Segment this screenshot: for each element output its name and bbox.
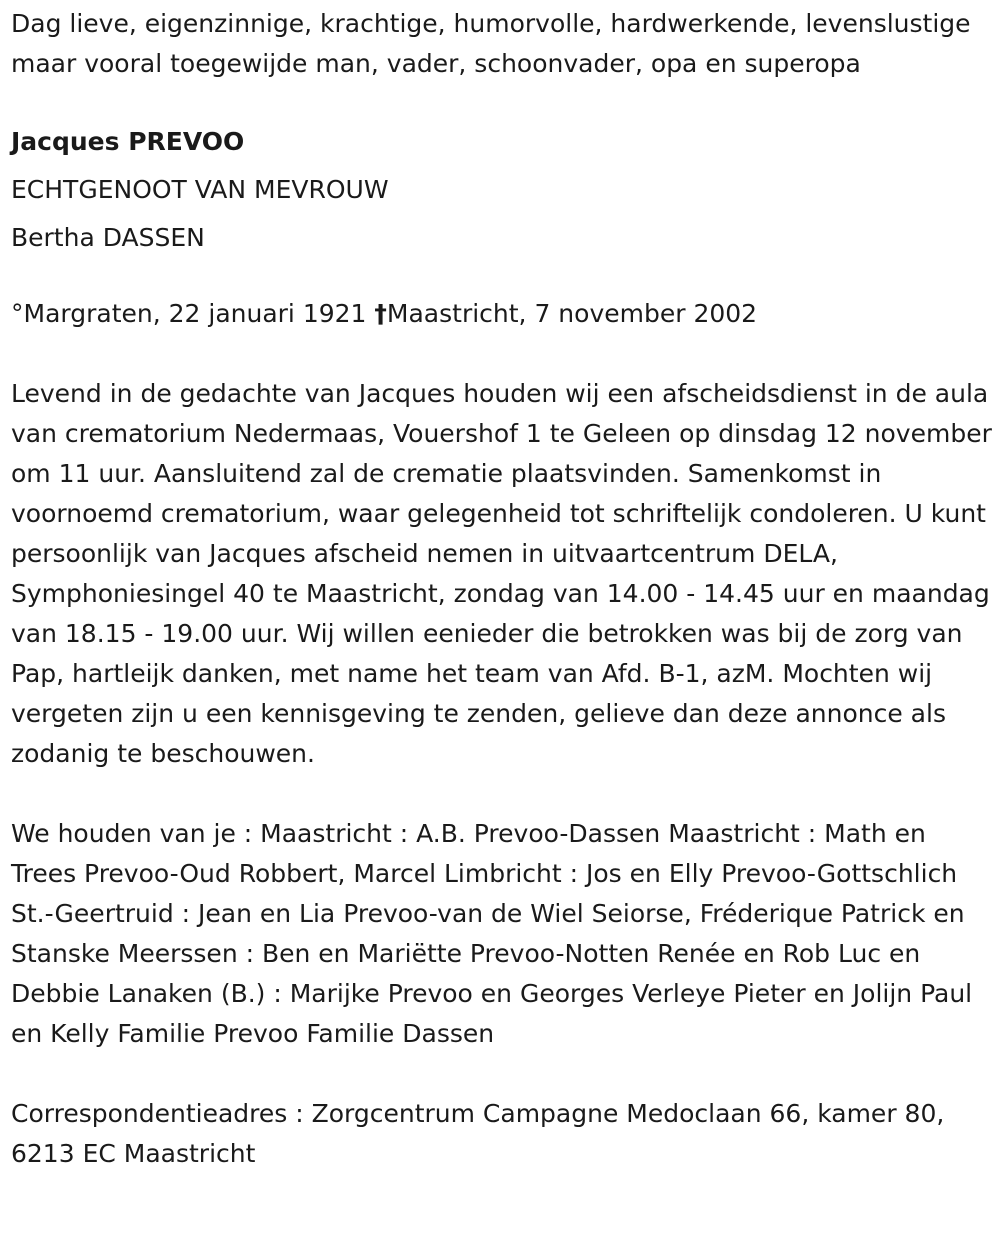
death-place-date: Maastricht, 7 november 2002 (386, 299, 758, 328)
deceased-name: Jacques PREVOO (11, 127, 245, 156)
service-details: Levend in de gedachte van Jacques houden wij een afscheidsdienst in de aula van crematorium Nedermaas, Vouershof 1 te Geleen op dinsdag 12 november om 11 uur. Aansluitend zal de crematie plaatsvinden. Samenkomst in voornoemd crematorium, waar gelegenheid tot schriftelijk condoleren. U kunt persoonlijk van Jacques afscheid nemen in uitvaartcentrum DELA, Symphoniesingel 40 te Maastricht, zondag van 14.00 - 14.45 uur en maandag van 18.15 - 19.00 uur. Wij willen eenieder die betrokken was bij de zorg van Pap, hartleijk danken, met name het team van Afd. B-1, azM. Mochten wij vergeten zijn u een kennisgeving te zenden, gelieve dan deze annonce als zodanig te beschouwen. (11, 379, 992, 768)
birth-place-date: Margraten, 22 januari 1921 (23, 299, 375, 328)
life-dates (11, 294, 992, 334)
spouse-name: Bertha DASSEN (11, 223, 205, 252)
spouse-title: ECHTGENOOT VAN MEVROUW (11, 175, 389, 204)
cross-icon: † (374, 299, 387, 328)
birth-symbol: ° (11, 299, 24, 328)
correspondence-address: Correspondentieadres : Zorgcentrum Campagne Medoclaan 66, kamer 80, 6213 EC Maastricht (11, 1099, 945, 1168)
family-list: We houden van je : Maastricht : A.B. Prevoo-Dassen Maastricht : Math en Trees Prevoo-Oud Robbert, Marcel Limbricht : Jos en Elly Prevoo-Gottschlich St.-Geertruid : Jean en Lia Prevoo-van de Wiel Seiorse, Fréderique Patrick en Stanske Meerssen : Ben en Mariëtte Prevoo-Notten Renée en Rob Luc en Debbie Lanaken (B.) : Marijke Prevoo en Georges Verleye Pieter en Jolijn Paul en Kelly Familie Prevoo Familie Dassen (11, 819, 973, 1048)
intro-text: Dag lieve, eigenzinnige, krachtige, humorvolle, hardwerkende, levenslustige maar vooral toegewijde man, vader, schoonvader, opa en superopa (11, 9, 971, 78)
